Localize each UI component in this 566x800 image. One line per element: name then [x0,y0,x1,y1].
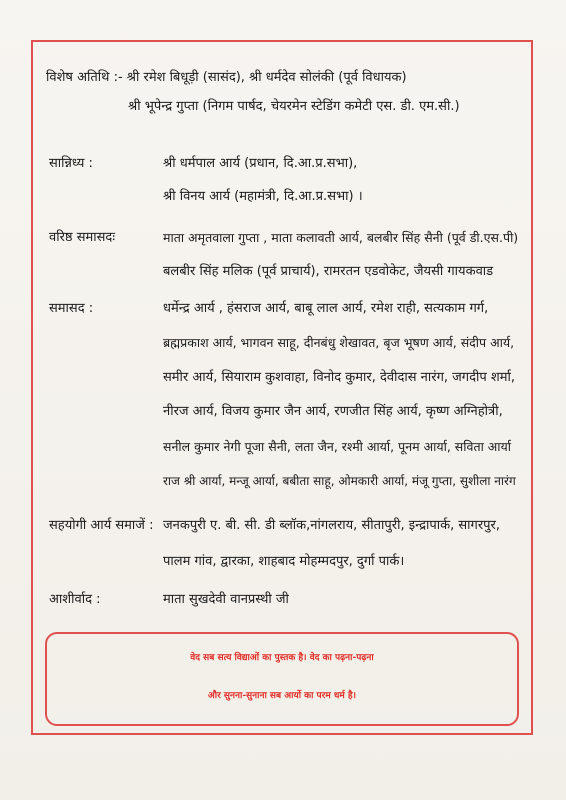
red-border-frame [31,40,533,735]
ashirvad-label: आशीर्वाद : [49,592,101,607]
samasad-line-2: ब्रह्मप्रकाश आर्य, भागवन साहू, दीनबंधु शेखावत, बृज भूषण आर्य, संदीप आर्य, [163,335,515,350]
ashirvad-line-1: माता सुखदेवी वानप्रस्थी जी [163,592,289,607]
motto-line-1: वेद सब सत्य विद्याओं का पुस्तक है। वेद का पढ़ना-पढ़ना [190,653,374,663]
guests-line-1: विशेष अतिथि :- श्री रमेश बिधूड़ी (सासंद), श्री धर्मदेव सोलंकी (पूर्व विधायक) [46,70,407,85]
sannidhya-line-1: श्री धर्मपाल आर्य (प्रधान, दि.आ.प्र.सभा), [163,156,358,171]
motto-line-2: और सुनना-सुनाना सब आर्यो का परम धर्म है। [207,691,357,701]
samasad-line-4: नीरज आर्य, विजय कुमार जैन आर्य, रणजीत सिंह आर्य, कृष्ण अग्निहोत्री, [163,404,503,419]
sahyogi-line-2: पालम गांव, द्वारका, शाहबाद मोहम्मदपुर, दुर्गा पार्क। [163,554,405,569]
varishth-line-1: माता अमृतवाला गुप्ता , माता कलावती आर्य, बलबीर सिंह सैनी (पूर्व डी.एस.पी) [163,230,519,245]
sannidhya-line-2: श्री विनय आर्य (महामंत्री, दि.आ.प्र.सभा) । [163,189,363,204]
samasad-line-1: धर्मेन्द्र आर्य , हंसराज आर्य, बाबू लाल आर्य, रमेश राही, सत्यकाम गर्ग, [163,301,489,316]
sahyogi-line-1: जनकपुरी ए. बी. सी. डी ब्लॉक,नांगलराय, सीतापुरी, इन्द्रापार्क, सागरपुर, [163,518,500,533]
samasad-line-5: सनील कुमार नेगी पूजा सैनी, लता जैन, रश्मी आर्या, पूनम आर्या, सविता आर्या [163,439,512,454]
sahyogi-label: सहयोगी आर्य समाजें : [49,518,154,533]
motto-box [45,632,519,726]
samasad-line-3: समीर आर्य, सियाराम कुशवाहा, विनोद कुमार, देवीदास नारंग, जगदीप शर्मा, [163,370,516,385]
samasad-label: समासद : [49,301,94,316]
guests-line-2: श्री भूपेन्द्र गुप्ता (निगम पार्षद, चेयरमेन स्टेडिंग कमेटी एस. डी. एम.सी.) [128,99,460,114]
samasad-line-6: राज श्री आर्या, मन्जू आर्या, बबीता साहू, ओमकारी आर्या, मंजू गुप्ता, सुशीला नारंग [163,474,516,488]
varishth-label: वरिष्ठ समासदः [49,230,115,245]
varishth-line-2: बलबीर सिंह मलिक (पूर्व प्राचार्य), रामरतन एडवोकेट, जैयसी गायकवाड [163,264,494,279]
sannidhya-label: सान्निध्य : [49,156,93,171]
